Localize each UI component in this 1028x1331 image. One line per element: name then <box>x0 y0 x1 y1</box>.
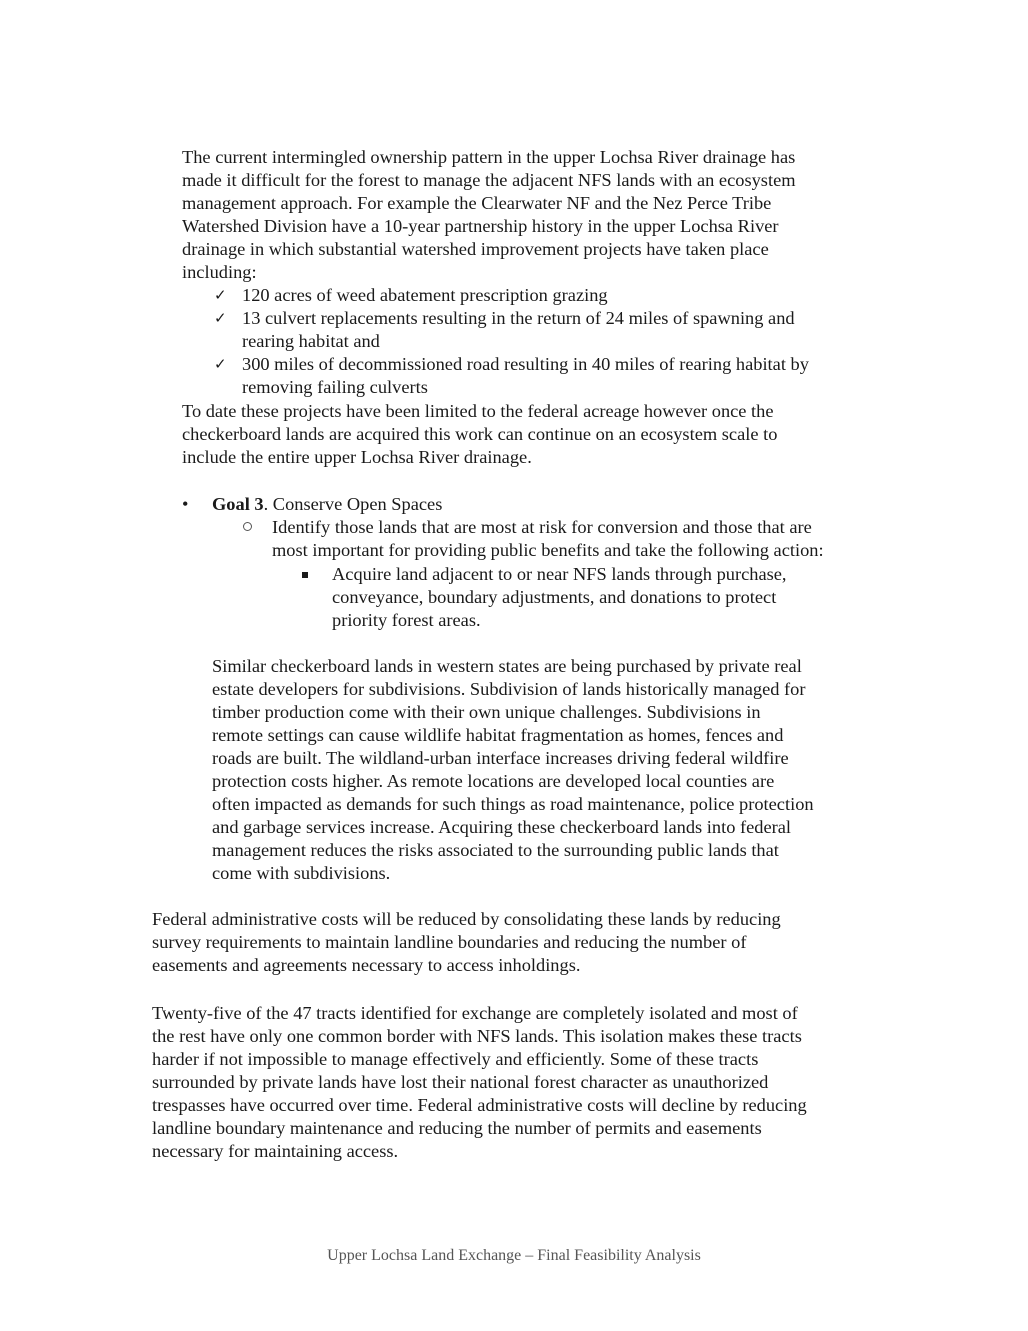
text-line: management reduces the risks associated to the surrounding public lands that <box>212 840 779 860</box>
text-line: made it difficult for the forest to manage the adjacent NFS lands with an ecosystem <box>182 170 796 190</box>
text-line: 120 acres of weed abatement prescription grazing <box>242 285 608 305</box>
subgoal-bullet <box>243 516 903 562</box>
text-line: timber production come with their own unique challenges. Subdivisions in <box>212 702 761 722</box>
projects-paragraph <box>182 400 777 469</box>
text-line: priority forest areas. <box>332 610 481 630</box>
text-line: and garbage services increase. Acquiring these checkerboard lands into federal <box>212 817 792 837</box>
text-line: checkerboard lands are acquired this work can continue on an ecosystem scale to <box>182 424 778 444</box>
goal-heading <box>212 493 442 516</box>
checkmark-icon: ✓ <box>214 309 227 327</box>
bullet-icon: • <box>182 494 189 514</box>
circle-bullet-icon <box>243 522 252 531</box>
text-line: trespasses have occurred over time. Federal administrative costs will decline by reducing <box>152 1095 807 1115</box>
intro-paragraph <box>182 146 796 284</box>
admin-costs-paragraph <box>152 908 781 977</box>
text-line: remote settings can cause wildlife habitat fragmentation as homes, fences and <box>212 725 784 745</box>
square-bullet-icon <box>302 572 308 578</box>
goal-label: Goal 3 <box>212 494 264 514</box>
text-line: management approach. For example the Clearwater NF and the Nez Perce Tribe <box>182 193 772 213</box>
text-line: including: <box>182 262 257 282</box>
text-line: often impacted as demands for such things as road maintenance, police protection <box>212 794 814 814</box>
text-line: protection costs higher. As remote locations are developed local counties are <box>212 771 775 791</box>
text-line: necessary for maintaining access. <box>152 1141 399 1161</box>
text-line: Federal administrative costs will be reduced by consolidating these lands by reducing <box>152 909 781 929</box>
text-line: removing failing culverts <box>242 377 428 397</box>
text-line: drainage in which substantial watershed improvement projects have taken place <box>182 239 769 259</box>
checkmark-icon: ✓ <box>214 286 227 304</box>
text-line: most important for providing public benefits and take the following action: <box>272 540 824 560</box>
text-line: The current intermingled ownership pattern in the upper Lochsa River drainage has <box>182 147 796 167</box>
action-bullet <box>302 563 902 632</box>
text-line: conveyance, boundary adjustments, and donations to protect <box>332 587 777 607</box>
project-checklist <box>214 284 809 399</box>
text-line: Watershed Division have a 10-year partnership history in the upper Lochsa River <box>182 216 779 236</box>
text-line: harder if not impossible to manage effectively and efficiently. Some of these tracts <box>152 1049 759 1069</box>
checklist-item <box>214 284 809 307</box>
checklist-item <box>214 353 809 399</box>
isolated-tracts-paragraph <box>152 1002 807 1163</box>
text-line: 13 culvert replacements resulting in the return of 24 miles of spawning and <box>242 308 795 328</box>
text-line: the rest have only one common border with NFS lands. This isolation makes these tracts <box>152 1026 802 1046</box>
text-line: include the entire upper Lochsa River drainage. <box>182 447 532 467</box>
page-footer: Upper Lochsa Land Exchange – Final Feasibility Analysis <box>327 1247 701 1264</box>
text-line: rearing habitat and <box>242 331 380 351</box>
text-line: Identify those lands that are most at risk for conversion and those that are <box>272 517 812 537</box>
text-line: easements and agreements necessary to access inholdings. <box>152 955 581 975</box>
text-line: estate developers for subdivisions. Subdivision of lands historically managed for <box>212 679 806 699</box>
text-line: Acquire land adjacent to or near NFS lands through purchase, <box>332 564 787 584</box>
goal-title: . Conserve Open Spaces <box>263 494 443 514</box>
text-line: Similar checkerboard lands in western states are being purchased by private real <box>212 656 802 676</box>
subdivision-paragraph <box>212 655 814 885</box>
text-line: landline boundary maintenance and reducing the number of permits and easements <box>152 1118 762 1138</box>
text-line: 300 miles of decommissioned road resulting in 40 miles of rearing habitat by <box>242 354 809 374</box>
checkmark-icon: ✓ <box>214 355 227 373</box>
checklist-item <box>214 307 809 353</box>
text-line: roads are built. The wildland-urban interface increases driving federal wildfire <box>212 748 789 768</box>
goal-bullet <box>182 493 882 516</box>
text-line: survey requirements to maintain landline boundaries and reducing the number of <box>152 932 747 952</box>
text-line: Twenty-five of the 47 tracts identified for exchange are completely isolated and most of <box>152 1003 798 1023</box>
text-line: come with subdivisions. <box>212 863 391 883</box>
text-line: surrounded by private lands have lost their national forest character as unauthorized <box>152 1072 769 1092</box>
text-line: To date these projects have been limited to the federal acreage however once the <box>182 401 774 421</box>
